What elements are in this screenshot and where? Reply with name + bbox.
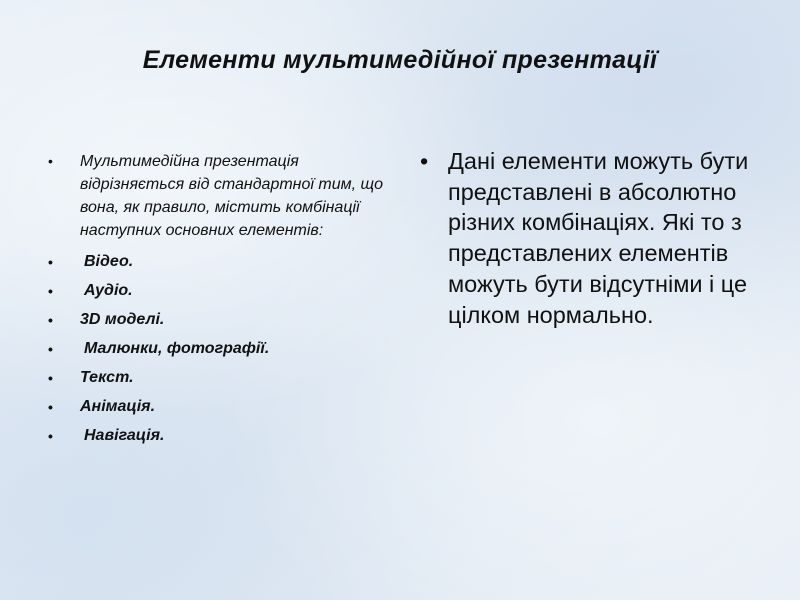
- list-item-audio: [48, 281, 393, 301]
- list-item-animation: [48, 397, 393, 417]
- bullet-icon: •: [48, 283, 53, 299]
- elements-list: [48, 150, 393, 455]
- list-item-label: Аудіо.: [84, 282, 133, 299]
- list-item-label: Навігація.: [84, 427, 165, 444]
- description-list: [420, 146, 760, 330]
- bullet-icon: •: [48, 254, 53, 270]
- list-item-pictures: [48, 339, 393, 359]
- bullet-icon: •: [48, 153, 53, 169]
- list-item-3d-models: [48, 310, 393, 330]
- description-item: [420, 146, 760, 330]
- list-item-label: Відео.: [84, 253, 134, 270]
- list-item-label: Текст.: [80, 369, 134, 386]
- bullet-icon: •: [48, 428, 53, 444]
- slide-title: Елементи мультимедійної презентації: [142, 46, 658, 74]
- intro-text: Мультимедійна презентація відрізняється від стандартної тим, що вона, як правило, містить комбінації наступних основних елементів:: [80, 153, 383, 239]
- bullet-icon: •: [420, 148, 429, 174]
- bullet-icon: •: [48, 370, 53, 386]
- list-item-label: Анімація.: [80, 398, 156, 415]
- list-item-text: [48, 368, 393, 388]
- bullet-icon: •: [48, 312, 53, 328]
- list-item-intro: [48, 150, 393, 242]
- list-item-label: Малюнки, фотографії.: [84, 340, 270, 357]
- list-item-navigation: [48, 426, 393, 446]
- bullet-icon: •: [48, 399, 53, 415]
- bullet-icon: •: [48, 341, 53, 357]
- list-item-label: 3D моделі.: [80, 311, 165, 328]
- list-item-video: [48, 252, 393, 272]
- description-text: Дані елементи можуть бути представлені в абсолютно різних комбінаціях. Які то з представлених елементів можуть бути відсутніми і це цілком нормально.: [448, 148, 749, 328]
